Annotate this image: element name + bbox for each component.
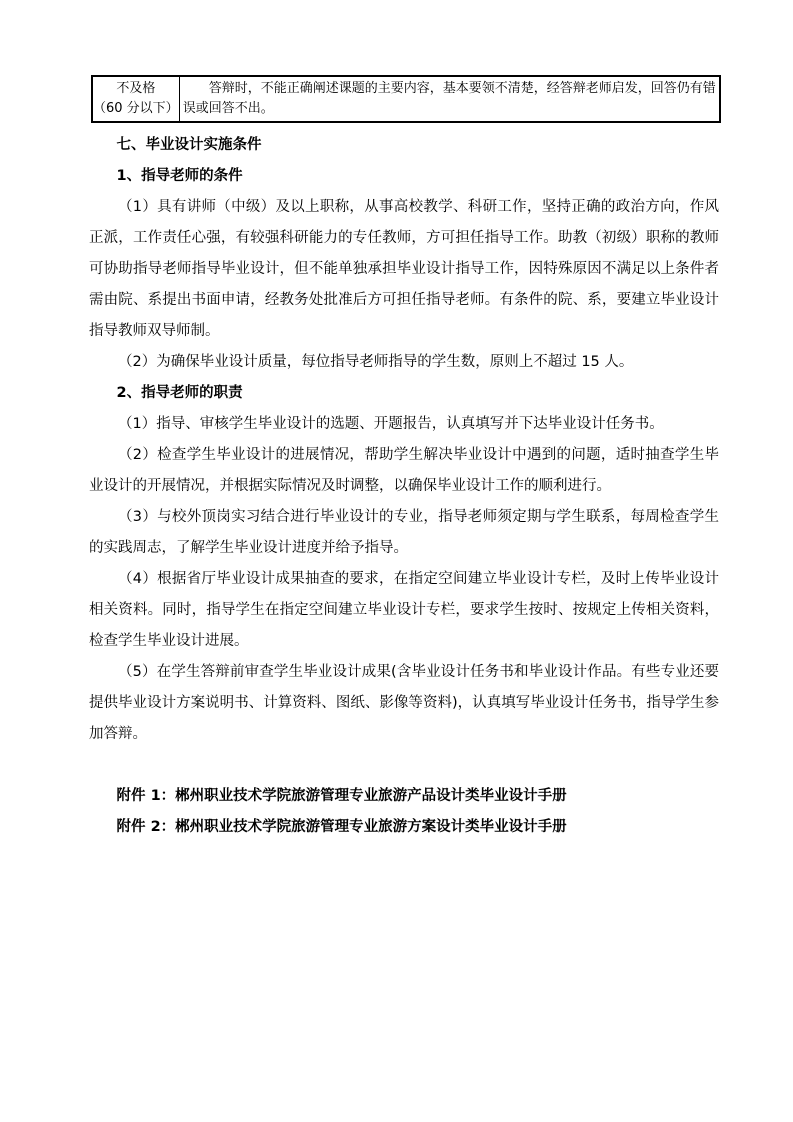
subsection-heading: 1、指导老师的条件 bbox=[116, 168, 243, 184]
grade-description: 答辩时，不能正确阐述课题的主要内容，基本要领不清楚，经答辩老师启发，回答仍有错误或回答不出。 bbox=[179, 76, 720, 122]
paragraph: （2）为确保毕业设计质量，每位指导老师指导的学生数，原则上不超过 15 人。 bbox=[118, 354, 634, 370]
document-body bbox=[89, 130, 719, 843]
paragraph: （4）根据省厅毕业设计成果抽查的要求，在指定空间建立毕业设计专栏，及时上传毕业设计相关资料。同时，指导学生在指定空间建立毕业设计专栏，要求学生按时、按规定上传相关资料，检查学生毕业设计进展。 bbox=[89, 571, 719, 649]
section-heading: 七、毕业设计实施条件 bbox=[116, 137, 262, 153]
grade-level-cell bbox=[92, 76, 179, 122]
grade-level-name: 不及格 bbox=[116, 81, 156, 96]
attachment-line: 附件 2：郴州职业技术学院旅游管理专业旅游方案设计类毕业设计手册 bbox=[116, 819, 567, 835]
paragraph: （1）指导、审核学生毕业设计的选题、开题报告，认真填写并下达毕业设计任务书。 bbox=[118, 416, 664, 432]
paragraph: （5）在学生答辩前审查学生毕业设计成果(含毕业设计任务书和毕业设计作品。有些专业还要提供毕业设计方案说明书、计算资料、图纸、影像等资料)，认真填写毕业设计任务书，指导学生参加答辩。 bbox=[89, 664, 719, 742]
table-row bbox=[92, 76, 720, 122]
paragraph: （3）与校外顶岗实习结合进行毕业设计的专业，指导老师须定期与学生联系，每周检查学生的实践周志，了解学生毕业设计进度并给予指导。 bbox=[89, 509, 719, 556]
spacer bbox=[89, 750, 719, 781]
grading-table bbox=[91, 75, 721, 123]
attachment-line: 附件 1：郴州职业技术学院旅游管理专业旅游产品设计类毕业设计手册 bbox=[116, 788, 567, 804]
subsection-heading: 2、指导老师的职责 bbox=[116, 385, 243, 401]
paragraph: （1）具有讲师（中级）及以上职称，从事高校教学、科研工作，坚持正确的政治方向，作风正派，工作责任心强，有较强科研能力的专任教师，方可担任指导工作。助教（初级）职称的教师可协助指导老师指导毕业设计，但不能单独承担毕业设计指导工作，因特殊原因不满足以上条件者需由院、系提出书面申请，经教务处批准后方可担任指导老师。有条件的院、系，要建立毕业设计指导教师双导师制。 bbox=[89, 199, 719, 339]
paragraph: （2）检查学生毕业设计的进展情况，帮助学生解决毕业设计中遇到的问题，适时抽查学生毕业设计的开展情况，并根据实际情况及时调整，以确保毕业设计工作的顺利进行。 bbox=[89, 447, 719, 494]
grade-level-range: （60 分以下） bbox=[93, 101, 179, 116]
